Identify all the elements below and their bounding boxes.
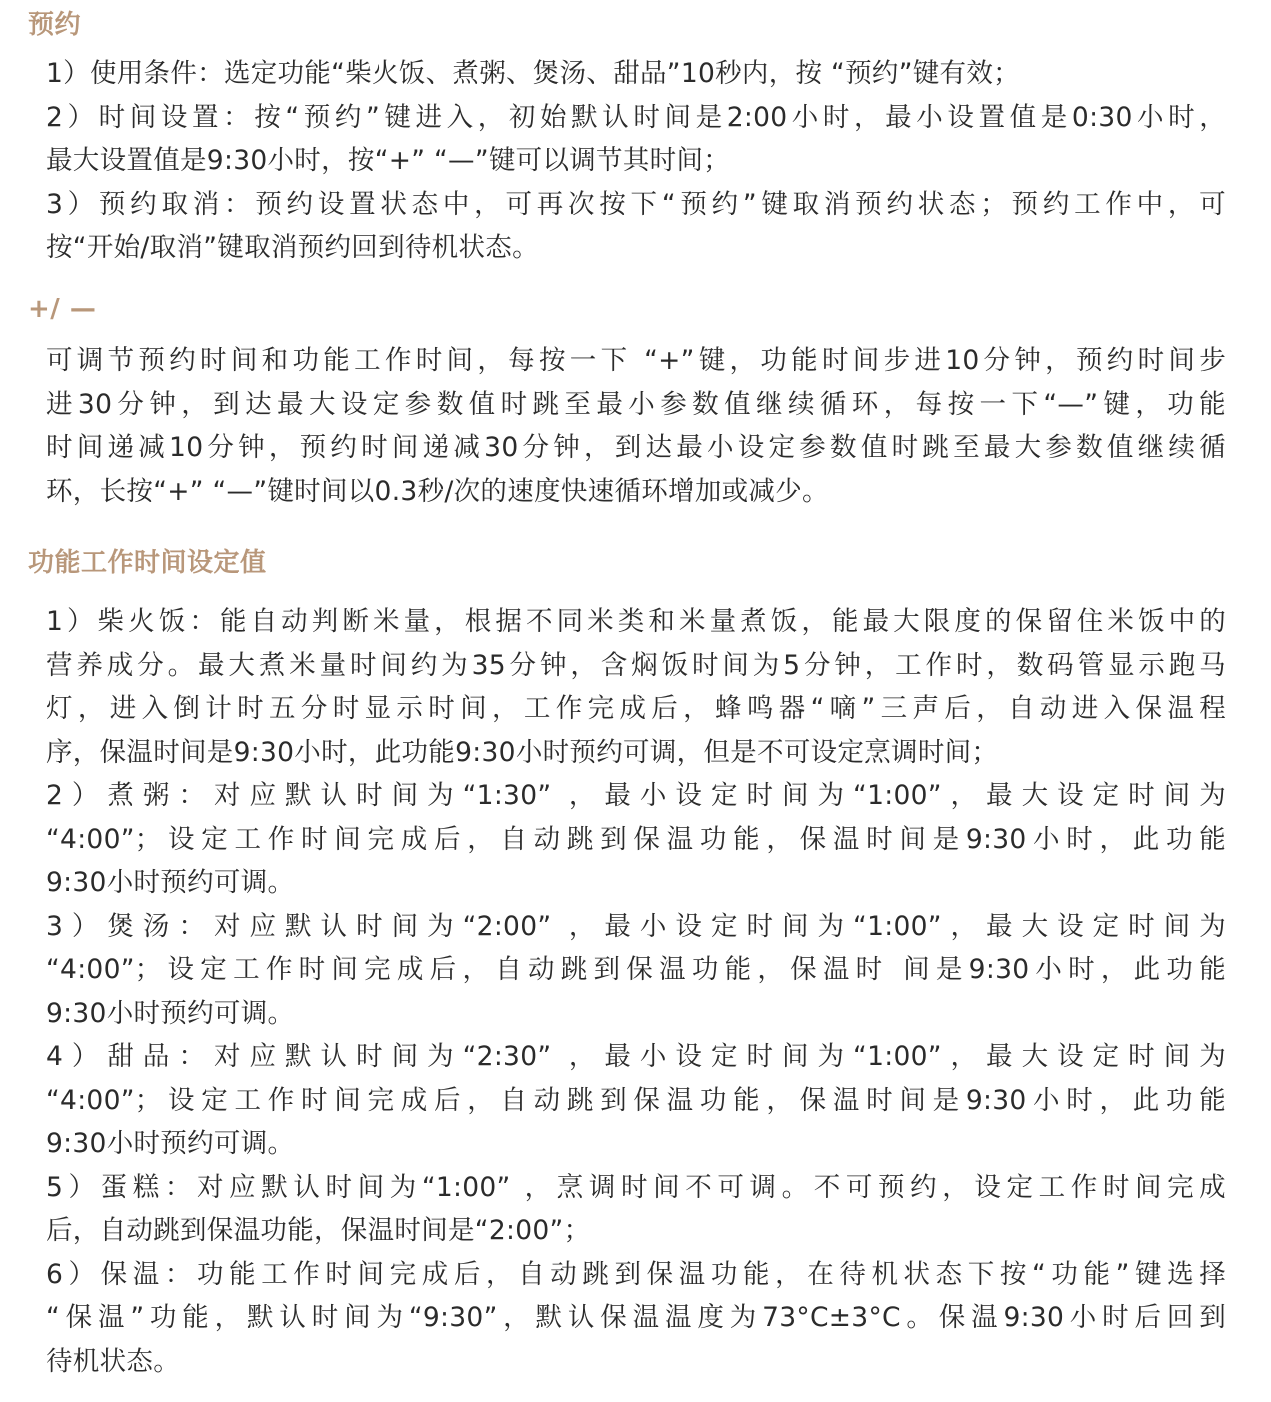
plus-minus-line-4: 环，长按“+” “—”键时间以0.3秒/次的速度快速循环增加或减少。: [46, 475, 829, 507]
function-times-paragraph: [46, 600, 1226, 1383]
reservation-line-4: 3）预约取消：预约设置状态中，可再次按下“预约”键取消预约状态；预约工作中，可: [46, 188, 1226, 220]
reservation-paragraph: [46, 52, 1226, 270]
function-times-line-7: 9:30小时预约可调。: [46, 867, 295, 898]
reservation-line-3: 最大设置值是9:30小时，按“+” “—”键可以调节其时间；: [46, 145, 731, 176]
function-times-line-10: 9:30小时预约可调。: [46, 997, 295, 1029]
section-heading-function-times: 功能工作时间设定值: [28, 548, 267, 578]
function-times-line-5: 2）煮粥：对应默认时间为“1:30” ，最小设定时间为“1:00”，最大设定时间为: [46, 780, 1226, 811]
section-heading-reservation: 预约: [28, 10, 82, 40]
plus-minus-paragraph: [46, 339, 1226, 513]
function-times-line-2: 营养成分。最大煮米量时间约为35分钟，含焖饭时间为5分钟，工作时，数码管显示跑马: [46, 649, 1226, 681]
function-times-line-9: “4:00”；设定工作时间完成后，自动跳到保温功能，保温时 间是9:30小时，此功能: [46, 954, 1226, 985]
function-times-line-11: 4）甜品：对应默认时间为“2:30” ，最小设定时间为“1:00”，最大设定时间为: [46, 1041, 1226, 1072]
function-times-line-18: 待机状态。: [46, 1345, 180, 1377]
reservation-line-2: 2）时间设置：按“预约”键进入，初始默认时间是2:00小时，最小设置值是0:30小时，: [46, 101, 1226, 133]
function-times-line-15: 后，自动跳到保温功能，保温时间是“2:00”；: [46, 1215, 591, 1246]
function-times-line-16: 6）保温：功能工作时间完成后，自动跳到保温功能，在待机状态下按“功能”键选择: [46, 1258, 1226, 1290]
function-times-line-6: “4:00”；设定工作时间完成后，自动跳到保温功能，保温时间是9:30小时，此功能: [46, 823, 1226, 855]
function-times-line-17: “保温”功能，默认时间为“9:30”，默认保温温度为73°C±3°C。保温9:30小时后回到: [46, 1302, 1226, 1333]
reservation-line-5: 按“开始/取消”键取消预约回到待机状态。: [46, 232, 539, 263]
function-times-line-4: 序，保温时间是9:30小时，此功能9:30小时预约可调，但是不可设定烹调时间；: [46, 736, 999, 768]
plus-minus-line-3: 时间递减10分钟，预约时间递减30分钟，到达最小设定参数值时跳至最大参数值继续循: [46, 432, 1226, 463]
function-times-line-12: “4:00”；设定工作时间完成后，自动跳到保温功能，保温时间是9:30小时，此功能: [46, 1084, 1226, 1116]
reservation-line-1: 1）使用条件：选定功能“柴火饭、煮粥、煲汤、甜品”10秒内，按 “预约”键有效；: [46, 58, 1020, 89]
plus-minus-line-2: 进30分钟，到达最大设定参数值时跳至最小参数值继续循环，每按一下“—”键，功能: [46, 388, 1226, 420]
function-times-line-14: 5）蛋糕：对应默认时间为“1:00” ，烹调时间不可调。不可预约，设定工作时间完成: [46, 1171, 1226, 1203]
section-heading-plus-minus: +/ —: [28, 294, 97, 324]
function-times-line-3: 灯，进入倒计时五分时显示时间，工作完成后，蜂鸣器“嘀”三声后，自动进入保温程: [46, 693, 1226, 724]
plus-minus-line-1: 可调节预约时间和功能工作时间，每按一下 “+”键，功能时间步进10分钟，预约时间步: [46, 345, 1226, 376]
function-times-line-8: 3）煲汤：对应默认时间为“2:00” ，最小设定时间为“1:00”，最大设定时间为: [46, 910, 1226, 942]
function-times-line-13: 9:30小时预约可调。: [46, 1128, 295, 1159]
function-times-line-1: 1）柴火饭：能自动判断米量，根据不同米类和米量煮饭，能最大限度的保留住米饭中的: [46, 606, 1226, 637]
